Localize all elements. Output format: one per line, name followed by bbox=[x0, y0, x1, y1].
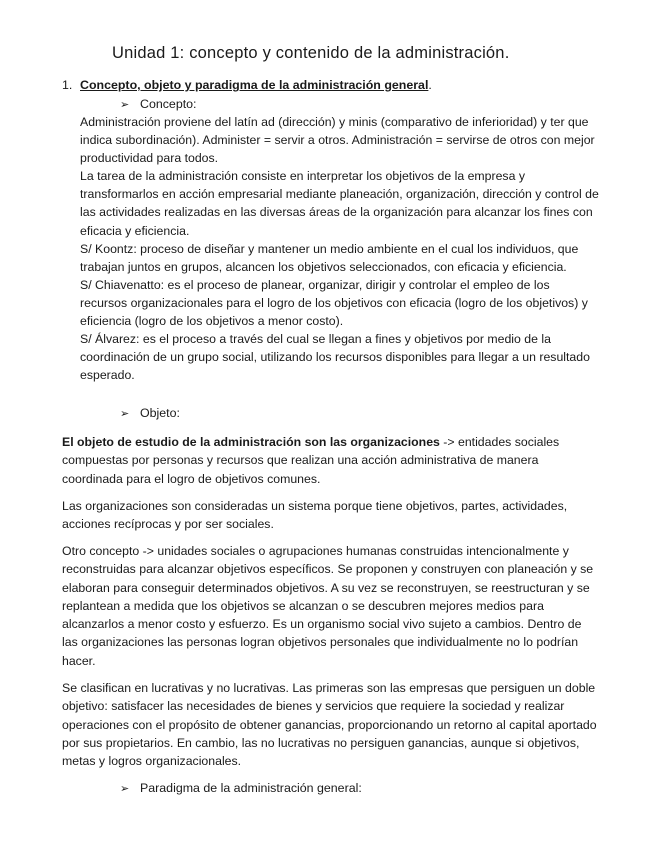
concepto-block bbox=[80, 113, 600, 384]
arrow-bullet-icon: ➢ bbox=[120, 408, 130, 420]
objeto-paragraph-4 bbox=[62, 679, 597, 770]
bullet-paradigma bbox=[120, 781, 362, 795]
paragraph-etymology: Administración proviene del latín ad (dirección) y minis (comparativo de inferioridad) y ter que indica subordinación). Administer = servir a otros. Administración = servirse de otros con mejor productividad para todos. bbox=[80, 115, 595, 166]
objeto-p3-text: Otro concepto -> unidades sociales o agrupaciones humanas construidas intencionalmente y reconstruidas para alcanzar objetivos específicos. Se proponen y construyen con planeación y se elaboran para conseguir determinados objetivos. A su vez se reconstruyen, se reestructuran y se replantean a medida que los objetivos se alcanzan o se descubren mejores medios para alcanzarlos a menor costo y esfuerzo. Es un organismo social vivo sujeto a cambios. Dentro de las organizaciones las personas logran objetivos personales que individualmente no lo podrían hacer. bbox=[62, 544, 594, 668]
bullet-concepto-label: Concepto: bbox=[140, 97, 197, 111]
objeto-paragraph-1 bbox=[62, 433, 597, 488]
objeto-paragraph-3 bbox=[62, 542, 597, 670]
section-trail: . bbox=[428, 78, 432, 92]
bullet-objeto bbox=[120, 406, 180, 420]
objeto-paragraph-2 bbox=[62, 497, 597, 534]
paragraph-alvarez: S/ Álvarez: es el proceso a través del cual se llegan a fines y objetivos por medio de la coordinación de un grupo social, utilizando los recursos disponibles para llegar a un resultado esperado. bbox=[80, 332, 590, 383]
paragraph-chiavenatto: S/ Chiavenatto: es el proceso de planear, organizar, dirigir y controlar el empleo de los recursos organizacionales para el logro de los objetivos con eficacia (logro de los objetivos) y eficiencia (logro de los objetivos a menor costo). bbox=[80, 277, 588, 329]
objeto-p2-text: Las organizaciones son consideradas un sistema porque tiene objetivos, partes, actividades, acciones recíprocas y por ser sociales. bbox=[62, 499, 568, 532]
page-title: Unidad 1: concepto y contenido de la administración. bbox=[112, 44, 510, 62]
arrow-bullet-icon: ➢ bbox=[120, 99, 130, 111]
paragraph-koontz: S/ Koontz: proceso de diseñar y mantener un medio ambiente en el cual los individuos, que trabajan juntos en grupos, alcancen los objetivos seleccionados, con eficacia y eficiencia. bbox=[80, 241, 579, 274]
section-number: 1. bbox=[62, 78, 73, 92]
objeto-p4-text: Se clasifican en lucrativas y no lucrativas. Las primeras son las empresas que persiguen un doble objetivo: satisfacer las necesidades de bienes y servicios que requiere la sociedad y realizar operaciones con el propósito de obtener ganancias, proporcionando un retorno al capital aportado por sus propietarios. En cambio, las no lucrativas no persiguen ganancias, aunque si objetivos, metas y logros organizacionales. bbox=[62, 681, 597, 769]
bullet-objeto-label: Objeto: bbox=[140, 406, 180, 420]
objeto-lead-bold: El objeto de estudio de la administración son las organizaciones bbox=[62, 435, 440, 449]
arrow-bullet-icon: ➢ bbox=[120, 783, 130, 795]
objeto-lead-rest: -> entidades sociales compuestas por personas y recursos que realizan una acción administrativa de manera coordinada para el logro de objetivos comunes. bbox=[62, 435, 560, 486]
bullet-concepto bbox=[120, 97, 196, 111]
section-heading bbox=[62, 78, 432, 92]
section-title: Concepto, objeto y paradigma de la administración general bbox=[80, 78, 429, 92]
paragraph-tarea: La tarea de la administración consiste en interpretar los objetivos de la empresa y transformarlos en acción empresarial mediante planeación, organización, dirección y control de las actividades realizadas en las diversas áreas de la organización para alcanzar los fines con eficacia y eficiencia. bbox=[80, 169, 599, 238]
bullet-paradigma-label: Paradigma de la administración general: bbox=[140, 781, 362, 795]
